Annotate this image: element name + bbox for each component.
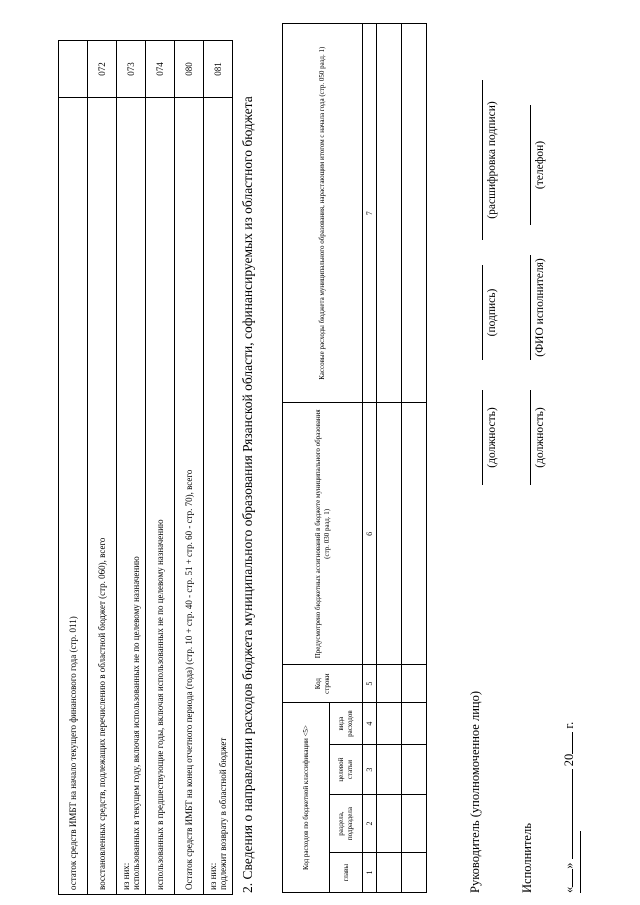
col-header-celevoy: целевой статьи: [330, 745, 363, 795]
table-row: [402, 24, 427, 893]
row-code: 080: [175, 41, 204, 98]
section-heading: 2. Сведения о направлении расходов бюджета муниципального образования Рязанской области, софинансируемых из областного бюджета: [240, 96, 255, 893]
col-number: 6: [363, 403, 377, 665]
col-number: 4: [363, 703, 377, 745]
empty-cell: [402, 853, 427, 893]
row-code: 081: [204, 41, 233, 98]
row-code: [59, 41, 88, 98]
empty-cell: [402, 745, 427, 795]
col-number: 2: [363, 795, 377, 853]
row-label: использованных в предшествующие годы, включая использованных не по целевому назначению: [146, 98, 175, 895]
empty-cell: [377, 24, 402, 404]
col-header-kod-stroki: Код строки: [283, 665, 363, 703]
row-label: остаток средств ИМБТ на начало текущего финансового года (стр. 011): [59, 98, 88, 895]
col-number: 1: [363, 853, 377, 893]
empty-cell: [377, 853, 402, 893]
caption-dolzhnost: (должность): [486, 407, 498, 468]
row-label: Остаток средств ИМБТ на конец отчетного периода (года) (стр. 10 + стр. 40 - стр. 51 + стр. 60 - стр. 70), всего: [175, 98, 204, 895]
empty-cell: [402, 795, 427, 853]
empty-cell: [402, 24, 427, 404]
date-day-blank: [572, 869, 573, 887]
row-code: 072: [88, 41, 117, 98]
report-table-section2: [282, 23, 427, 893]
table-row: [146, 41, 175, 895]
empty-cell: [377, 703, 402, 745]
col-number: 3: [363, 745, 377, 795]
empty-cell: [377, 745, 402, 795]
row-label: [117, 98, 146, 895]
date-year-prefix: 20: [562, 753, 576, 767]
col-number: 5: [363, 665, 377, 703]
col-header-predusmotreno: Предусмотрено бюджетных ассигнований в бюджете муниципального образования (стр. 030 разд. 1): [283, 403, 363, 665]
caption-fio: (ФИО исполнителя): [534, 258, 546, 357]
signature-line-dolzhnost: [482, 390, 483, 485]
caption-rasshifrovka: (расшифровка подписи): [486, 101, 498, 219]
row-code: 074: [146, 41, 175, 98]
col-header-vida: вида расходов: [330, 703, 363, 745]
group-header: Код расходов по бюджетной классификации <5>: [283, 703, 330, 893]
col-header-glavy: главы: [330, 853, 363, 893]
date-year-blank: [572, 732, 573, 754]
table-row: [88, 41, 117, 895]
empty-cell: [402, 703, 427, 745]
table-row: [377, 24, 402, 893]
row-label-text: подлежит возврату в областной бюджет: [218, 737, 228, 890]
caption-podpis: (подпись): [486, 288, 498, 337]
row-code: 073: [117, 41, 146, 98]
col-number: 7: [363, 24, 377, 404]
date-line: [562, 722, 577, 893]
row-label-prefix: из них:: [208, 862, 218, 890]
table-row: [204, 41, 233, 895]
col-header-kassovye: Кассовые расходы бюджета муниципального образования, нарастающим итогом с начала года (стр. 050 разд. 1): [283, 24, 363, 404]
caption-telefon: (телефон): [534, 140, 546, 190]
empty-cell: [377, 795, 402, 853]
date-open-quote: «: [562, 886, 576, 893]
empty-cell: [377, 403, 402, 665]
table-row: [59, 41, 88, 895]
caption-dolzhnost-2: (должность): [534, 407, 546, 468]
row-label: восстановленных средств, подлежащих перечислению в областной бюджет (стр. 060), всего: [88, 98, 117, 895]
signature-line-fio: [530, 255, 531, 360]
rukovoditel-label: Руководитель (уполномоченное лицо): [468, 690, 482, 893]
report-table-section1: [58, 40, 233, 895]
header-row: [283, 24, 330, 893]
date-underline: [580, 831, 581, 893]
signature-line-rasshifrovka: [482, 80, 483, 240]
signature-line-dolzhnost-2: [530, 390, 531, 485]
empty-cell: [402, 665, 427, 703]
ispolnitel-label: Исполнитель: [520, 823, 534, 893]
row-label: [204, 98, 233, 895]
empty-cell: [402, 403, 427, 665]
date-close-quote: »: [562, 862, 576, 869]
signature-line-podpis: [482, 265, 483, 360]
row-label-prefix: из них:: [121, 862, 131, 890]
signature-line-telefon: [530, 105, 531, 225]
column-numbers-row: [363, 24, 377, 893]
empty-cell: [377, 665, 402, 703]
date-year-suffix: г.: [562, 721, 576, 729]
table-row: [117, 41, 146, 895]
table-row: [175, 41, 204, 895]
col-header-razdela: раздела, подраздела: [330, 795, 363, 853]
row-label-text: использованных в текущем году, включая использованных не по целевому назначению: [131, 556, 141, 890]
date-month-blank: [572, 769, 573, 859]
